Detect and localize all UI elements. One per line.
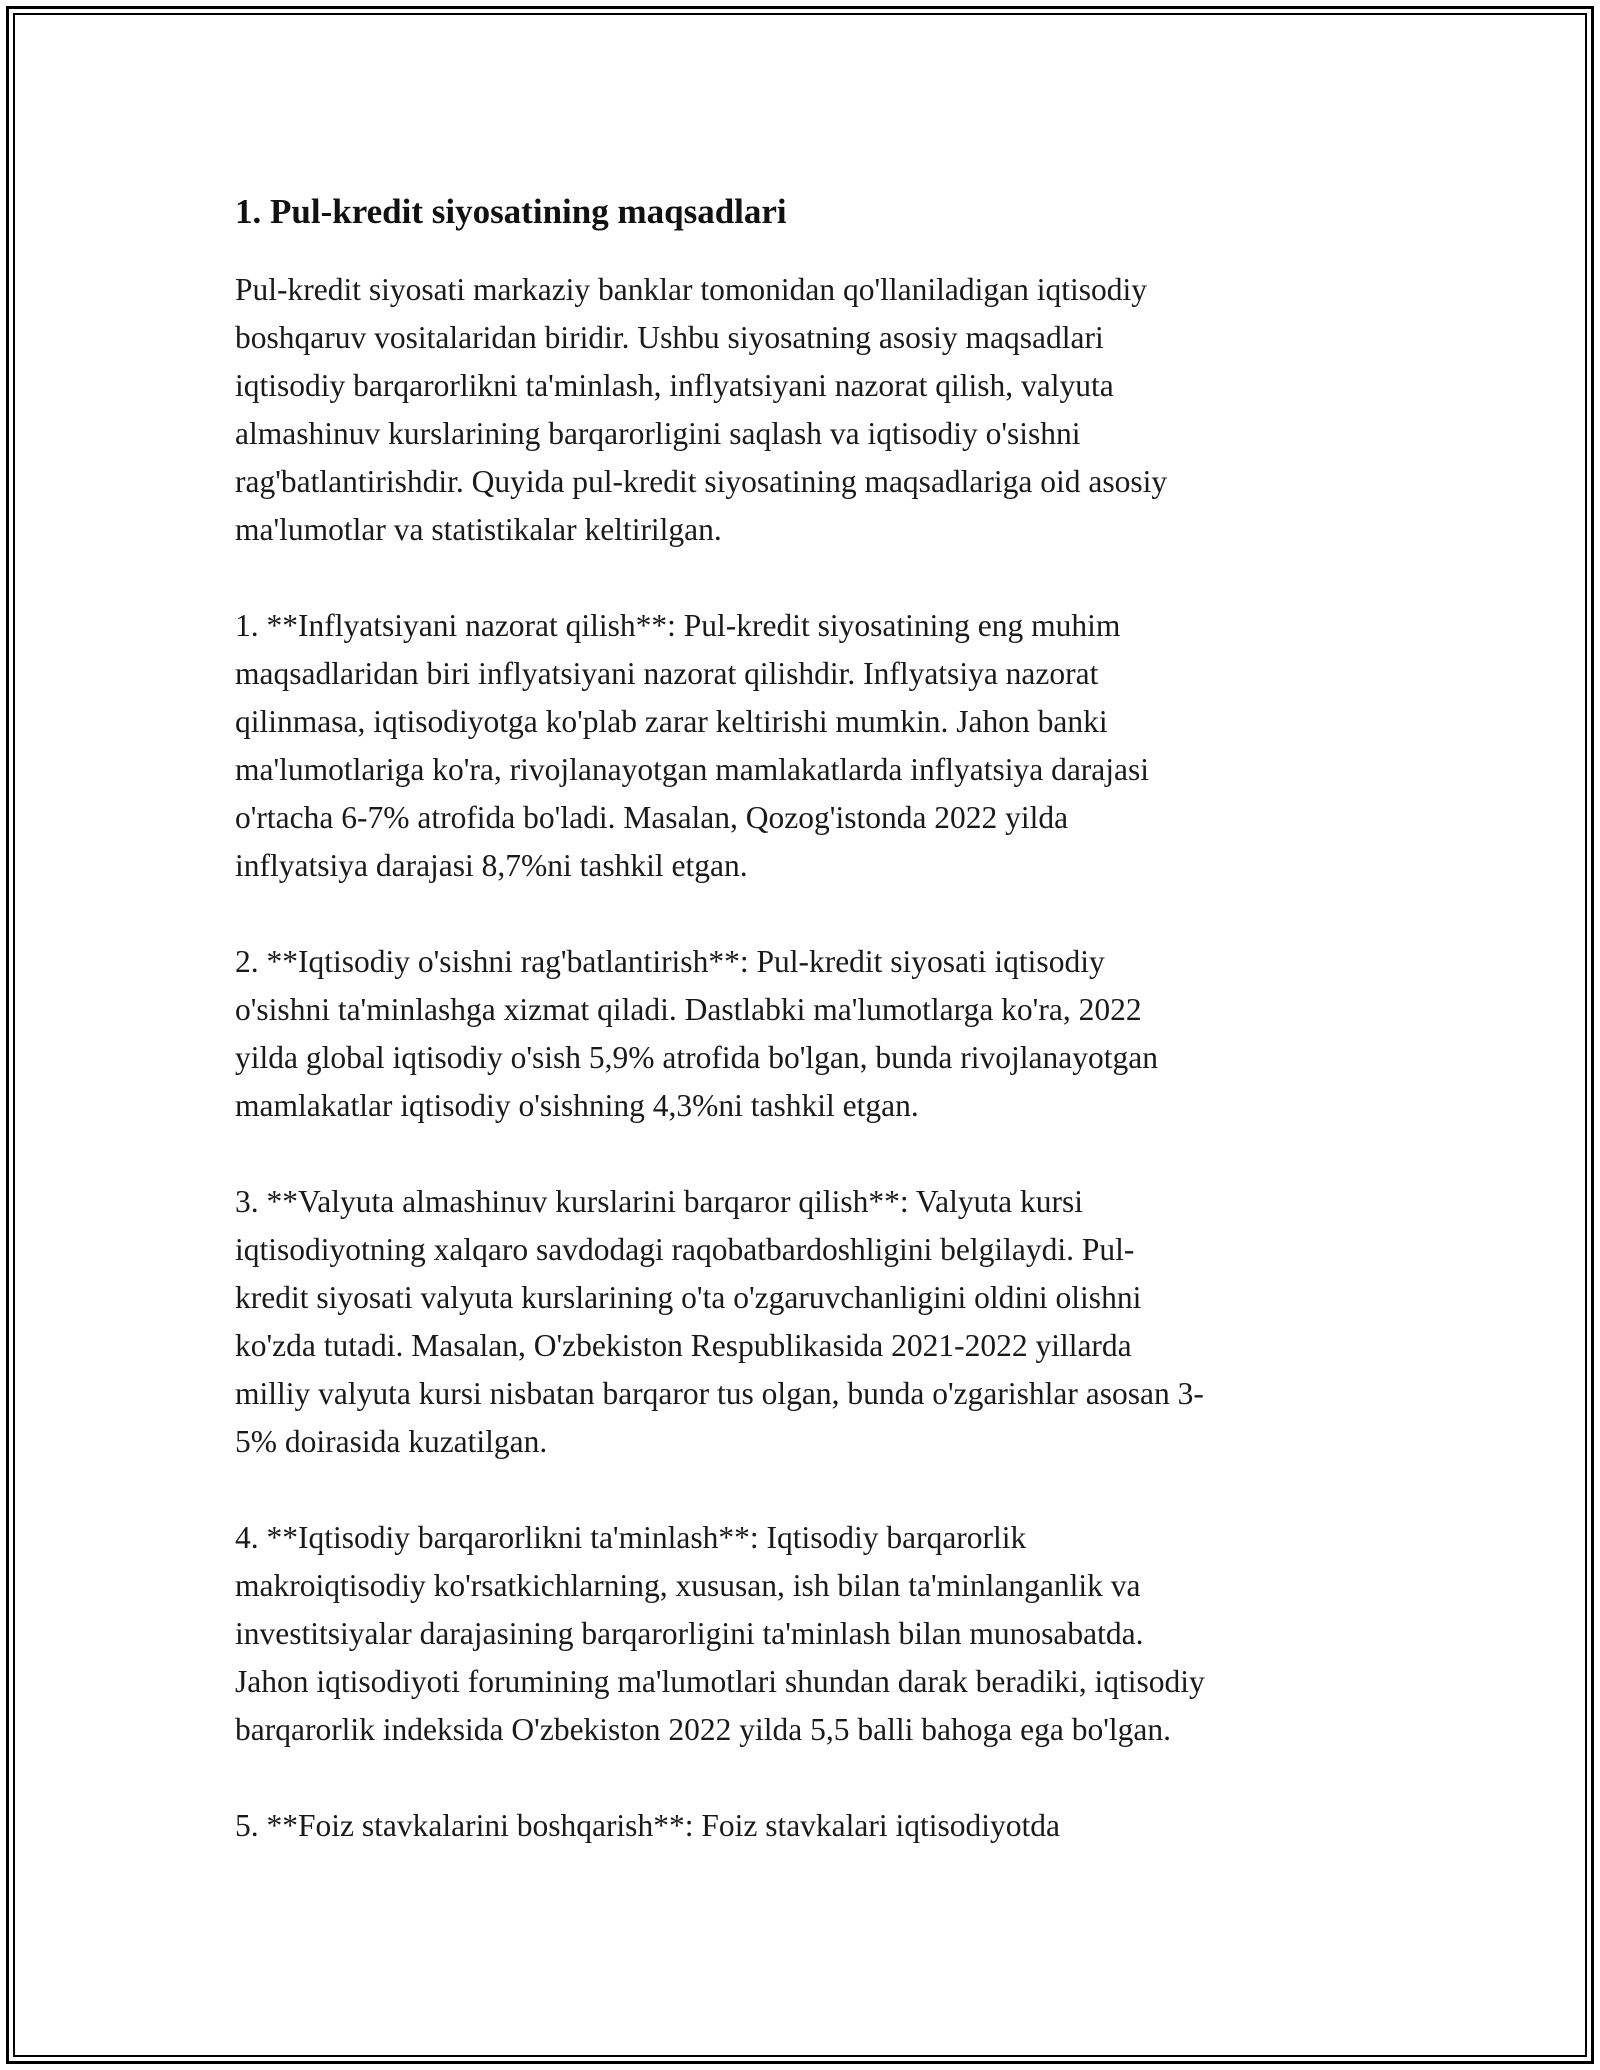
list-item-economic-stability: 4. **Iqtisodiy barqarorlikni ta'minlash**: Iqtisodiy barqarorlik makroiqtisodiy ko'rsatkichlarning, xususan, ish bilan ta'minlanganlik va investitsiyalar darajasining barqarorligini ta'minlash bilan munosabatda. Jahon iqtisodiyoti forumining ma'lumotlari shundan darak beradiki, iqtisodiy barqarorlik indeksida O'zbekiston 2022 yilda 5,5 balli bahoga ega bo'lgan. <box>235 1520 1205 1747</box>
list-item-interest-rates: 5. **Foiz stavkalarini boshqarish**: Foiz stavkalari iqtisodiyotda <box>235 1808 1061 1843</box>
intro-paragraph: Pul-kredit siyosati markaziy banklar tomonidan qo'llaniladigan iqtisodiy boshqaruv vositalaridan biridir. Ushbu siyosatning asosiy maqsadlari iqtisodiy barqarorlikni ta'minlash, inflyatsiyani nazorat qilish, valyuta almashinuv kurslarining barqarorligini saqlash va iqtisodiy o'sishni rag'batlantirishdir. Quyida pul-kredit siyosatining maqsadlariga oid asosiy ma'lumotlar va statistikalar keltirilgan. <box>235 272 1168 547</box>
list-item-exchange-rate-stability: 3. **Valyuta almashinuv kurslarini barqaror qilish**: Valyuta kursi iqtisodiyotning xalqaro savdodagi raqobatbardoshligini belgilaydi. Pul- kredit siyosati valyuta kurslarining o'ta o'zgaruvchanligini oldini olishni ko'zda tutadi. Masalan, O'zbekiston Respublikasida 2021-2022 yillarda milliy valyuta kursi nisbatan barqaror tus olgan, bunda o'zgarishlar asosan 3- 5% doirasida kuzatilgan. <box>235 1184 1204 1459</box>
section-heading: 1. Pul-kredit siyosatining maqsadlari <box>235 192 787 231</box>
list-item-inflation-control: 1. **Inflyatsiyani nazorat qilish**: Pul-kredit siyosatining eng muhim maqsadlaridan biri inflyatsiyani nazorat qilishdir. Inflyatsiya nazorat qilinmasa, iqtisodiyotga ko'plab zarar keltirishi mumkin. Jahon banki ma'lumotlariga ko'ra, rivojlanayotgan mamlakatlarda inflyatsiya darajasi o'rtacha 6-7% atrofida bo'ladi. Masalan, Qozog'istonda 2022 yilda inflyatsiya darajasi 8,7%ni tashkil etgan. <box>235 608 1150 883</box>
list-item-economic-growth: 2. **Iqtisodiy o'sishni rag'batlantirish**: Pul-kredit siyosati iqtisodiy o'sishni ta'minlashga xizmat qiladi. Dastlabki ma'lumotlarga ko'ra, 2022 yilda global iqtisodiy o'sish 5,9% atrofida bo'lgan, bunda rivojlanayotgan mamlakatlar iqtisodiy o'sishning 4,3%ni tashkil etgan. <box>235 944 1158 1123</box>
document-body <box>235 188 1375 1850</box>
